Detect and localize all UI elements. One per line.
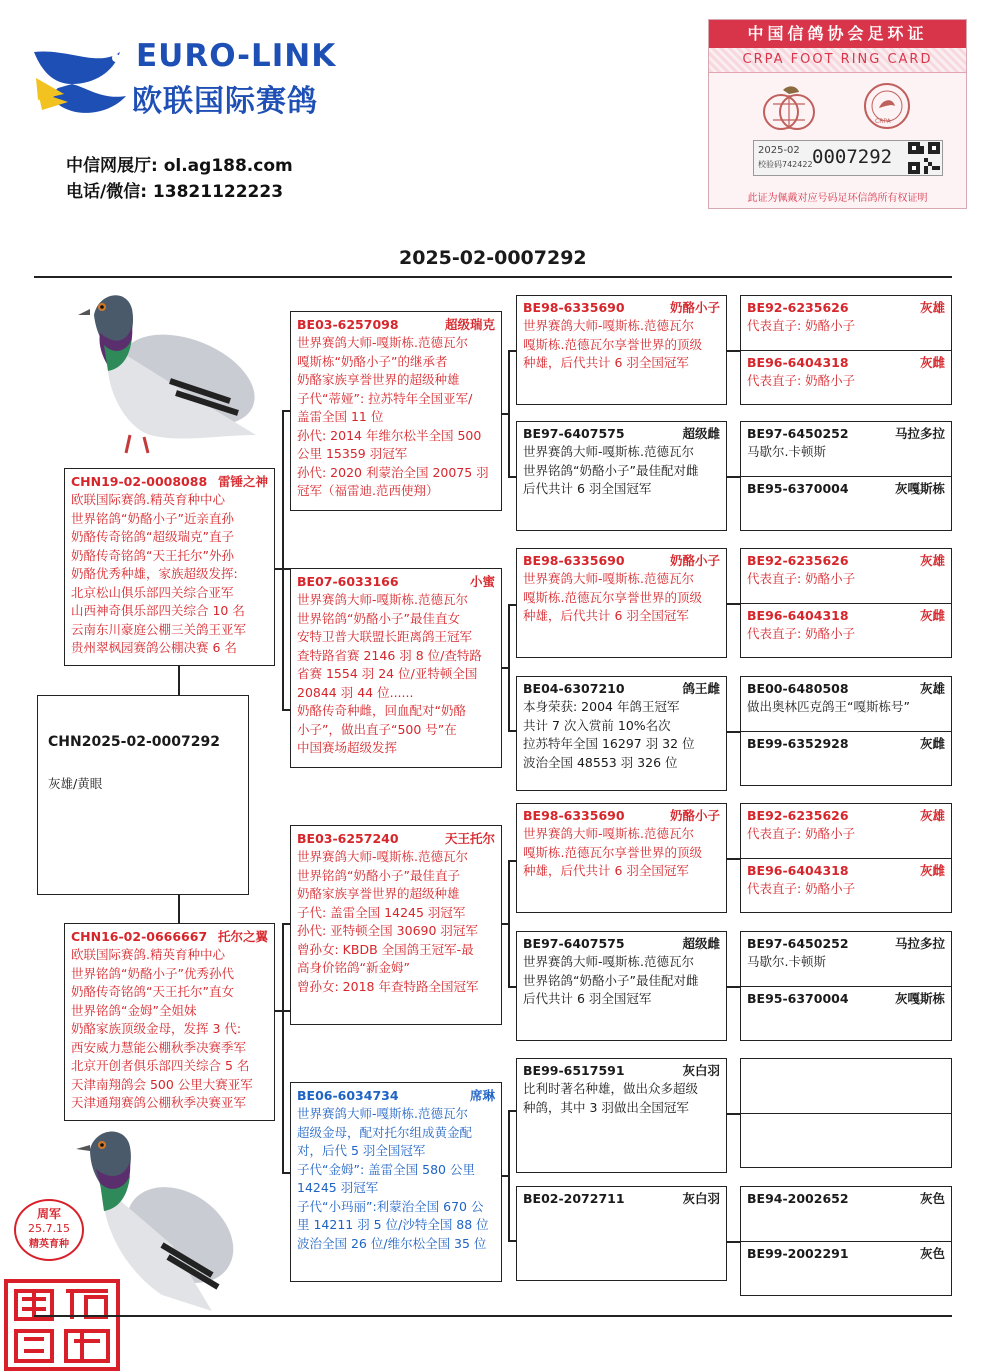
info-line: 里 14211 羽 5 位/沙特全国 88 位 bbox=[297, 1217, 489, 1232]
info-line: 嘎斯栋.范德瓦尔享誉世界的顶级 bbox=[523, 336, 702, 352]
info-line: 对，后代 5 羽全国冠军 bbox=[297, 1143, 426, 1158]
ds-lines bbox=[297, 848, 495, 996]
info-line: 种雄，后代共计 6 羽全国冠军 bbox=[523, 863, 689, 878]
g4-dam bbox=[747, 607, 945, 644]
g4-name: 灰色 bbox=[919, 1191, 945, 1206]
g4-dam bbox=[747, 990, 945, 1008]
g4-name: 灰嘎斯栋 bbox=[894, 481, 945, 496]
g3-name: 超级雌 bbox=[682, 426, 720, 441]
info-line: 天津通翔赛鸽公棚秋季决赛亚军 bbox=[71, 1095, 247, 1110]
info-line: 代表直子: 奶酪小子 bbox=[747, 626, 856, 641]
g3-box bbox=[516, 931, 727, 1041]
foot-ring-card bbox=[708, 19, 967, 209]
bottom-divider bbox=[34, 1315, 952, 1317]
g4-sire bbox=[747, 425, 945, 462]
logo bbox=[28, 38, 373, 118]
g4-name: 灰雌 bbox=[919, 355, 945, 370]
info-line: 北京开创者俱乐部四关综合 5 名 bbox=[71, 1058, 250, 1073]
connector bbox=[502, 667, 508, 669]
dam-lines bbox=[71, 946, 268, 1113]
g3-ring: BE98-6335690 bbox=[523, 300, 625, 315]
sire-dam-box bbox=[290, 568, 502, 768]
g3-name: 超级雌 bbox=[682, 936, 720, 951]
subject-ring: CHN2025-02-0007292 bbox=[48, 734, 220, 750]
dam-name: 托尔之翼 bbox=[217, 929, 268, 944]
g4-box bbox=[740, 295, 952, 405]
stamp-top: 周军 bbox=[36, 1207, 61, 1221]
g4-ring: BE95-6370004 bbox=[747, 991, 849, 1006]
info-line: 做出奥林匹克鸽王“嘎斯栋号” bbox=[747, 699, 910, 714]
g3-ring: BE98-6335690 bbox=[523, 553, 625, 568]
info-line: 子代“金姆”: 盖雷全国 580 公里 bbox=[297, 1161, 475, 1177]
connector bbox=[508, 860, 510, 986]
g3-name: 灰白羽 bbox=[682, 1063, 720, 1078]
info-line: 天津南翔鸽会 500 公里大赛亚军 bbox=[71, 1076, 253, 1092]
info-line: 本身荣获: 2004 年鸽王冠军 bbox=[523, 699, 680, 714]
g3-name: 奶酪小子 bbox=[669, 808, 720, 823]
ring-number: 0007292 bbox=[812, 146, 893, 168]
info-line: 欧联国际赛鸽.精英育种中心 bbox=[71, 947, 225, 962]
g4-divider bbox=[741, 986, 951, 987]
info-line: 奶酪家族顶级金母，发挥 3 代: bbox=[71, 1021, 242, 1036]
g4-ring: BE99-2002291 bbox=[747, 1246, 849, 1261]
g4-ring: BE96-6404318 bbox=[747, 863, 849, 878]
connector bbox=[727, 476, 740, 478]
info-line: 孙代: 2020 利蒙治全国 20075 羽 bbox=[297, 464, 489, 480]
info-line: 世界赛鸽大师-嘎斯栋.范德瓦尔 bbox=[297, 592, 468, 607]
connector bbox=[508, 986, 516, 988]
info-line: 中国赛场超级发挥 bbox=[297, 740, 398, 755]
info-line: 世界赛鸽大师-嘎斯栋.范德瓦尔 bbox=[523, 954, 694, 969]
info-line: 奶酪传奇铭鸽“天王托尔”直女 bbox=[71, 984, 234, 999]
card-title: 中国信鸽协会足环证 bbox=[709, 20, 966, 48]
g4-dam bbox=[747, 1245, 945, 1263]
g4-ring: BE97-6450252 bbox=[747, 936, 849, 951]
card-footer: 此证为佩戴对应号码足环信鸽所有权证明 bbox=[747, 193, 928, 204]
connector bbox=[178, 666, 180, 695]
g3-box bbox=[516, 676, 727, 791]
info-line: 嘎斯栋.范德瓦尔享誉世界的顶级 bbox=[523, 589, 702, 605]
info-line: 超级金母，配对托尔组成黄金配 bbox=[297, 1124, 473, 1140]
stamp-bottom: 精英育种 bbox=[29, 1239, 69, 1250]
info-line: 子代“小玛丽”:利蒙治全国 670 公 bbox=[297, 1198, 484, 1214]
sd-name: 小蜜 bbox=[469, 574, 495, 589]
info-line: 贵州翠枫园赛鸽公棚决赛 6 名 bbox=[71, 640, 237, 655]
info-line: 后代共计 6 羽全国冠军 bbox=[523, 481, 652, 496]
g4-ring: BE96-6404318 bbox=[747, 608, 849, 623]
g4-name: 灰雄 bbox=[919, 681, 945, 696]
g3-box bbox=[516, 1058, 727, 1173]
info-line: 后代共计 6 羽全国冠军 bbox=[523, 991, 652, 1006]
info-line: 代表直子: 奶酪小子 bbox=[747, 373, 856, 388]
subject-box bbox=[37, 695, 249, 895]
contact-web: 中信网展厅: ol.ag188.com bbox=[66, 156, 293, 176]
sire-box bbox=[64, 468, 275, 666]
logo-chinese: 欧联国际赛鸽 bbox=[132, 84, 318, 119]
dam-box bbox=[64, 923, 275, 1121]
g3-box bbox=[516, 548, 727, 658]
g4-dam bbox=[747, 862, 945, 899]
red-stamp bbox=[14, 1199, 84, 1261]
g4-sire bbox=[747, 807, 945, 844]
connector bbox=[727, 731, 740, 733]
sire-lines bbox=[71, 491, 268, 658]
connector bbox=[178, 894, 180, 923]
info-line: 云南东川豪庭公棚三关鸽王亚军 bbox=[71, 621, 247, 637]
g3-ring: BE97-6407575 bbox=[523, 936, 625, 951]
g3-box bbox=[516, 295, 727, 405]
g4-sire bbox=[747, 680, 945, 717]
connector bbox=[502, 413, 508, 415]
ds-ring: BE03-6257240 bbox=[297, 831, 399, 846]
g4-box bbox=[740, 1186, 952, 1296]
g3-ring: BE02-2072711 bbox=[523, 1191, 625, 1206]
connector bbox=[508, 730, 516, 732]
g4-box bbox=[740, 421, 952, 531]
ring-year: 2025-02 bbox=[758, 145, 800, 156]
g3-ring: BE04-6307210 bbox=[523, 681, 625, 696]
info-line: 世界铭鸽“奶酪小子”最佳直子 bbox=[297, 867, 460, 883]
ss-lines bbox=[297, 334, 495, 501]
seal-chop-icon bbox=[2, 1277, 122, 1372]
connector bbox=[502, 923, 508, 925]
info-line: 世界铭鸽“奶酪小子”最佳配对雌 bbox=[523, 462, 699, 478]
g3-ring: BE97-6407575 bbox=[523, 426, 625, 441]
info-line: 共计 7 次入赏前 10%名次 bbox=[523, 717, 671, 733]
ring-number-panel bbox=[753, 140, 943, 176]
info-line: 曾孙女: KBDB 全国鸽王冠军-最 bbox=[297, 941, 474, 957]
connector bbox=[727, 603, 740, 605]
g4-ring: BE96-6404318 bbox=[747, 355, 849, 370]
info-line: 高身价铭鸽“新金姆” bbox=[297, 960, 410, 975]
info-line: 马歇尔.卡顿斯 bbox=[747, 444, 826, 459]
g4-name: 灰色 bbox=[919, 1246, 945, 1261]
connector bbox=[282, 1172, 290, 1174]
ss-name: 超级瑞克 bbox=[444, 317, 495, 332]
g4-divider bbox=[741, 350, 951, 351]
g4-sire bbox=[747, 1190, 945, 1208]
ds-name: 天王托尔 bbox=[444, 831, 495, 846]
info-line: 曾孙女: 2018 年查特路全国冠军 bbox=[297, 978, 479, 994]
info-line: 世界铭鸽“金姆”全姐妹 bbox=[71, 1002, 197, 1018]
connector bbox=[508, 604, 510, 730]
info-line: 世界赛鸽大师-嘎斯栋.范德瓦尔 bbox=[297, 1106, 468, 1121]
info-line: 波治全国 48553 羽 326 位 bbox=[523, 754, 678, 770]
g4-sire bbox=[747, 935, 945, 972]
info-line: 奶酪家族享誉世界的超级种雄 bbox=[297, 886, 460, 901]
g3-box bbox=[516, 1186, 727, 1281]
info-line: 世界赛鸽大师-嘎斯栋.范德瓦尔 bbox=[297, 335, 468, 350]
dd-lines bbox=[297, 1105, 495, 1253]
g4-ring: BE92-6235626 bbox=[747, 808, 849, 823]
connector bbox=[282, 410, 284, 710]
ss-ring: BE03-6257098 bbox=[297, 317, 399, 332]
g4-name: 灰雄 bbox=[919, 808, 945, 823]
info-line: 北京松山俱乐部四关综合亚军 bbox=[71, 584, 234, 600]
connector bbox=[727, 350, 740, 352]
info-line: 查特路省赛 2146 羽 8 位/查特路 bbox=[297, 647, 482, 663]
g3-ring: BE99-6517591 bbox=[523, 1063, 625, 1078]
connector bbox=[508, 350, 516, 352]
connector bbox=[282, 410, 290, 412]
info-line: 世界赛鸽大师-嘎斯栋.范德瓦尔 bbox=[297, 849, 468, 864]
info-line: 世界铭鸽“奶酪小子”优秀孙代 bbox=[71, 965, 234, 981]
sire-ring: CHN19-02-0008088 bbox=[71, 474, 208, 489]
dam-sire-box bbox=[290, 825, 502, 1025]
pedigree-title: 2025-02-0007292 bbox=[399, 247, 587, 269]
g4-divider bbox=[741, 1113, 951, 1114]
info-line: 冠军（福雷迪.范西使翔） bbox=[297, 483, 439, 498]
info-line: 世界铭鸽“奶酪小子”近亲直孙 bbox=[71, 510, 234, 526]
connector bbox=[282, 709, 290, 711]
g4-name: 灰雄 bbox=[919, 300, 945, 315]
g3-name: 灰白羽 bbox=[682, 1191, 720, 1206]
g3-name: 奶酪小子 bbox=[669, 300, 720, 315]
info-line: 波治全国 26 位/维尔松全国 35 位 bbox=[297, 1235, 487, 1251]
sire-sire-box bbox=[290, 311, 502, 511]
bird-logo-icon bbox=[28, 38, 138, 120]
connector bbox=[727, 986, 740, 988]
info-line: 西安威力慧能公棚秋季决赛季军 bbox=[71, 1039, 247, 1055]
g3-name: 鸽王雌 bbox=[682, 681, 720, 696]
info-line: 奶酪传奇铭鸽“超级瑞克”直子 bbox=[71, 529, 234, 544]
connector bbox=[508, 476, 516, 478]
info-line: 山西神奇俱乐部四关综合 10 名 bbox=[71, 603, 245, 618]
info-line: 世界赛鸽大师-嘎斯栋.范德瓦尔 bbox=[523, 826, 694, 841]
g3-box bbox=[516, 803, 727, 913]
g4-ring: BE99-6352928 bbox=[747, 736, 849, 751]
g4-name: 马拉多拉 bbox=[894, 426, 945, 441]
connector bbox=[727, 858, 740, 860]
info-line: 代表直子: 奶酪小子 bbox=[747, 571, 856, 586]
dd-ring: BE06-6034734 bbox=[297, 1088, 399, 1103]
info-line: 代表直子: 奶酪小子 bbox=[747, 318, 856, 333]
connector bbox=[727, 1113, 740, 1115]
dam-dam-box bbox=[290, 1082, 502, 1282]
stamp-date: 25.7.15 bbox=[28, 1222, 70, 1235]
info-line: 奶酪传奇铭鸽“天王托尔”外孙 bbox=[71, 547, 234, 563]
g4-sire bbox=[747, 552, 945, 589]
connector bbox=[282, 923, 284, 1173]
sd-ring: BE07-6033166 bbox=[297, 574, 399, 589]
info-line: 种雄，后代共计 6 羽全国冠军 bbox=[523, 355, 689, 370]
g4-name: 马拉多拉 bbox=[894, 936, 945, 951]
g4-divider bbox=[741, 476, 951, 477]
g4-ring: BE92-6235626 bbox=[747, 553, 849, 568]
pigeon-illustration bbox=[70, 285, 260, 460]
connector bbox=[508, 1110, 510, 1240]
g4-box bbox=[740, 931, 952, 1041]
card-seal-label: CRPA bbox=[875, 118, 891, 125]
g3-box bbox=[516, 421, 727, 531]
g4-divider bbox=[741, 731, 951, 732]
connector bbox=[508, 350, 510, 476]
g4-name: 灰雄 bbox=[919, 553, 945, 568]
title-divider bbox=[34, 276, 952, 278]
ring-check: 校验码742422 bbox=[758, 160, 813, 169]
info-line: 欧联国际赛鸽.精英育种中心 bbox=[71, 492, 225, 507]
info-line: 世界赛鸽大师-嘎斯栋.范德瓦尔 bbox=[523, 318, 694, 333]
info-line: 代表直子: 奶酪小子 bbox=[747, 826, 856, 841]
connector bbox=[508, 1110, 516, 1112]
g4-dam bbox=[747, 354, 945, 391]
info-line: 14245 羽冠军 bbox=[297, 1180, 379, 1195]
subject-desc: 灰雄/黄眼 bbox=[48, 776, 103, 791]
g4-dam bbox=[747, 735, 945, 753]
connector bbox=[508, 604, 516, 606]
info-line: 代表直子: 奶酪小子 bbox=[747, 881, 856, 896]
connector bbox=[508, 1240, 516, 1242]
g4-name: 灰嘎斯栋 bbox=[894, 991, 945, 1006]
globe-seal-icon bbox=[759, 82, 819, 134]
info-line: 马歇尔.卡顿斯 bbox=[747, 954, 826, 969]
g4-name: 灰雌 bbox=[919, 736, 945, 751]
info-line: 盖雷全国 11 位 bbox=[297, 409, 384, 424]
info-line: 公里 15359 羽冠军 bbox=[297, 446, 408, 461]
g4-name: 灰雌 bbox=[919, 608, 945, 623]
info-line: 世界赛鸽大师-嘎斯栋.范德瓦尔 bbox=[523, 444, 694, 459]
sire-name: 雷锤之神 bbox=[217, 474, 268, 489]
connector bbox=[282, 923, 290, 925]
info-line: 世界铭鸽“奶酪小子”最佳直女 bbox=[297, 610, 460, 626]
info-line: 孙代: 2014 年维尔松半全国 500 bbox=[297, 427, 482, 443]
info-line: 小子”，做出直子“500 号”在 bbox=[297, 721, 457, 737]
card-subtitle: CRPA FOOT RING CARD bbox=[709, 48, 966, 73]
g4-ring: BE00-6480508 bbox=[747, 681, 849, 696]
info-line: 嘎斯栋.范德瓦尔享誉世界的顶级 bbox=[523, 844, 702, 860]
connector bbox=[508, 860, 516, 862]
dam-ring: CHN16-02-0666667 bbox=[71, 929, 208, 944]
g4-box bbox=[740, 803, 952, 913]
g4-name: 灰雌 bbox=[919, 863, 945, 878]
info-line: 种雄，后代共计 6 羽全国冠军 bbox=[523, 608, 689, 623]
info-line: 世界赛鸽大师-嘎斯栋.范德瓦尔 bbox=[523, 571, 694, 586]
g4-sire bbox=[747, 299, 945, 336]
qr-code-icon bbox=[908, 142, 940, 174]
g4-ring: BE95-6370004 bbox=[747, 481, 849, 496]
info-line: 奶酪家族享誉世界的超级种雄 bbox=[297, 372, 460, 387]
g4-box bbox=[740, 548, 952, 658]
info-line: 孙代: 亚特顿全国 30690 羽冠军 bbox=[297, 923, 478, 938]
g4-box bbox=[740, 676, 952, 786]
info-line: 拉苏特年全国 16297 羽 32 位 bbox=[523, 736, 695, 751]
info-line: 比利时著名种雄，做出众多超级 bbox=[523, 1081, 699, 1096]
info-line: 嘎斯栋“奶酪小子”的继承者 bbox=[297, 353, 448, 369]
info-line: 奶酪优秀种雄，家族超级发挥: bbox=[71, 566, 238, 581]
info-line: 20844 羽 44 位...... bbox=[297, 684, 414, 700]
g4-ring: BE94-2002652 bbox=[747, 1191, 849, 1206]
g4-divider bbox=[741, 1241, 951, 1242]
info-line: 种鸽，其中 3 羽做出全国冠军 bbox=[523, 1099, 689, 1115]
sd-lines bbox=[297, 591, 495, 758]
info-line: 安特卫普大联盟长距离鸽王冠军 bbox=[297, 629, 473, 644]
info-line: 子代“蒂娅”: 拉苏特年全国亚军/ bbox=[297, 390, 473, 406]
g3-name: 奶酪小子 bbox=[669, 553, 720, 568]
g4-divider bbox=[741, 603, 951, 604]
logo-english: EURO-LINK bbox=[136, 38, 337, 74]
info-line: 省赛 1554 羽 24 位/亚特顿全国 bbox=[297, 666, 478, 681]
connector bbox=[727, 1241, 740, 1243]
contact-phone: 电话/微信: 13821122223 bbox=[66, 182, 284, 202]
g4-divider bbox=[741, 858, 951, 859]
info-line: 子代: 盖雷全国 14245 羽冠军 bbox=[297, 904, 466, 920]
g4-dam bbox=[747, 480, 945, 498]
g4-ring: BE97-6450252 bbox=[747, 426, 849, 441]
info-line: 奶酪传奇种雌，回血配对“奶酪 bbox=[297, 703, 466, 718]
dd-name: 席琳 bbox=[469, 1088, 495, 1103]
g4-ring: BE92-6235626 bbox=[747, 300, 849, 315]
connector bbox=[502, 1175, 508, 1177]
g4-box bbox=[740, 1058, 952, 1168]
g3-ring: BE98-6335690 bbox=[523, 808, 625, 823]
info-line: 世界铭鸽“奶酪小子”最佳配对雌 bbox=[523, 972, 699, 988]
